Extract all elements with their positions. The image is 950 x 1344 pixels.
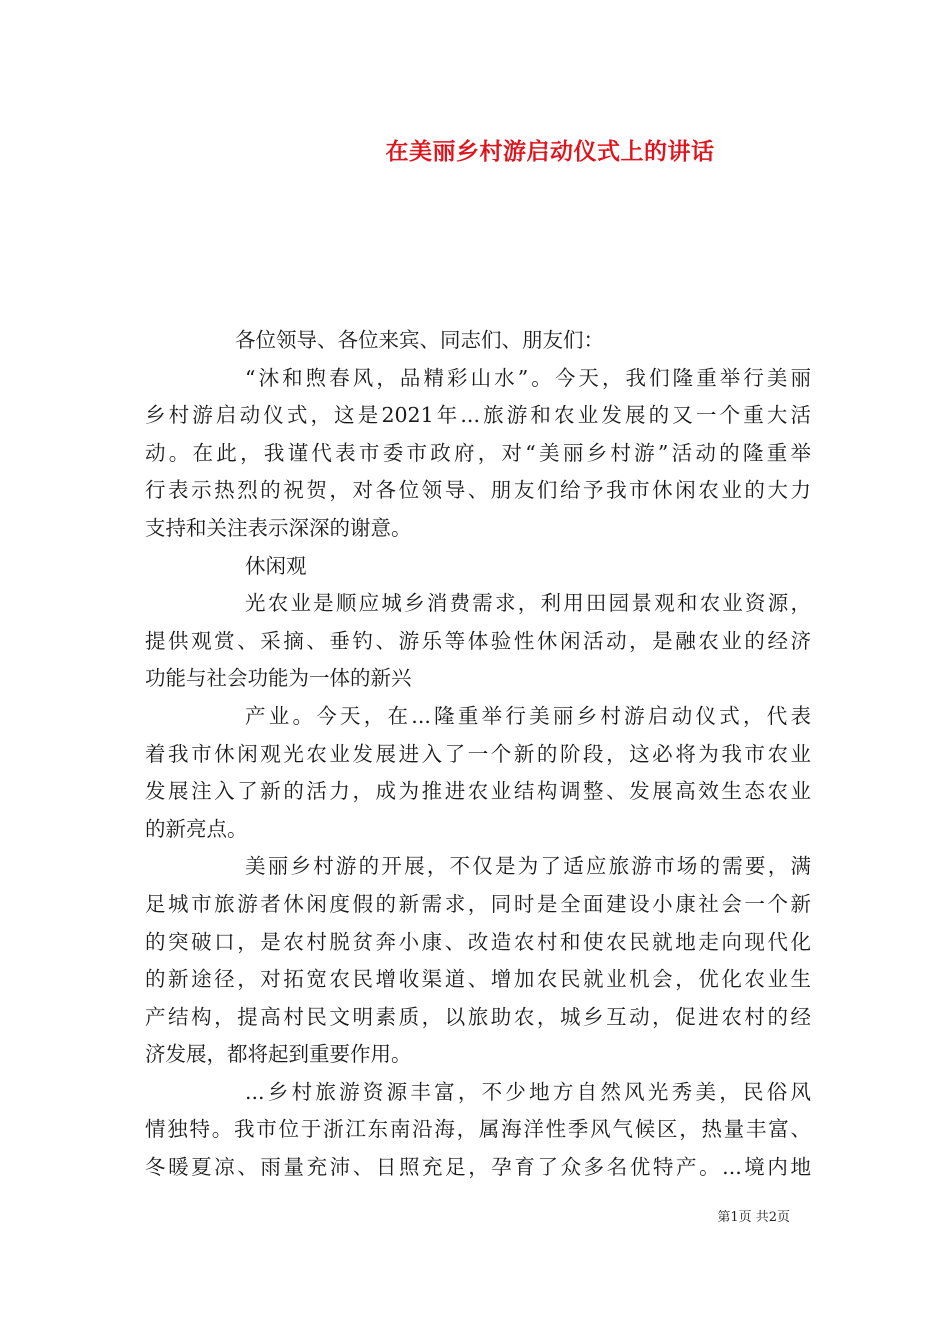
text-line: ...乡村旅游资源丰富，不少地方自然风光秀美，民俗风	[245, 1079, 811, 1104]
page-title: 在美丽乡村游启动仪式上的讲话	[385, 138, 715, 165]
text-line: 济发展，都将起到重要作用。	[145, 1042, 412, 1067]
text-line: 提供观赏、采摘、垂钓、游乐等体验性休闲活动，是融农业的经济	[145, 628, 811, 653]
text-line: 休闲观	[245, 553, 307, 578]
text-line: 着我市休闲观光农业发展进入了一个新的阶段，这必将为我市农业	[145, 741, 811, 766]
page-number: 第1页 共2页	[717, 1210, 790, 1225]
text-line: 冬暖夏凉、雨量充沛、日照充足，孕育了众多名优特产。...境内地	[145, 1155, 811, 1180]
text-line: 美丽乡村游的开展，不仅是为了适应旅游市场的需要，满	[245, 854, 811, 879]
text-line: 产业。今天，在...隆重举行美丽乡村游启动仪式，代表	[245, 703, 811, 728]
text-line: 的新亮点。	[145, 816, 248, 841]
text-line: 乡村游启动仪式，这是2021年...旅游和农业发展的又一个重大活	[145, 403, 811, 428]
text-line: 足城市旅游者休闲度假的新需求，同时是全面建设小康社会一个新	[145, 891, 811, 916]
document-body	[145, 322, 811, 1187]
text-line: 发展注入了新的活力，成为推进农业结构调整、发展高效生态农业	[145, 779, 811, 804]
text-line: 功能与社会功能为一体的新兴	[145, 666, 412, 691]
text-line: 的突破口，是农村脱贫奔小康、改造农村和使农民就地走向现代化	[145, 929, 811, 954]
text-line: 情独特。我市位于浙江东南沿海，属海洋性季风气候区，热量丰富、	[145, 1117, 811, 1142]
text-line: 光农业是顺应城乡消费需求，利用田园景观和农业资源，	[245, 591, 811, 616]
text-line: 动。在此，我谨代表市委市政府，对“美丽乡村游”活动的隆重举	[145, 440, 811, 465]
text-line: 支持和关注表示深深的谢意。	[145, 515, 412, 540]
text-line: 产结构，提高村民文明素质，以旅助农，城乡互动，促进农村的经	[145, 1004, 811, 1029]
text-line: “沐和煦春风，品精彩山水”。今天，我们隆重举行美丽	[245, 365, 811, 390]
text-line: 行表示热烈的祝贺，对各位领导、朋友们给予我市休闲农业的大力	[145, 478, 811, 503]
text-line: 的新途径，对拓宽农民增收渠道、增加农民就业机会，优化农业生	[145, 967, 811, 992]
text-line: 各位领导、各位来宾、同志们、朋友们：	[235, 328, 604, 352]
